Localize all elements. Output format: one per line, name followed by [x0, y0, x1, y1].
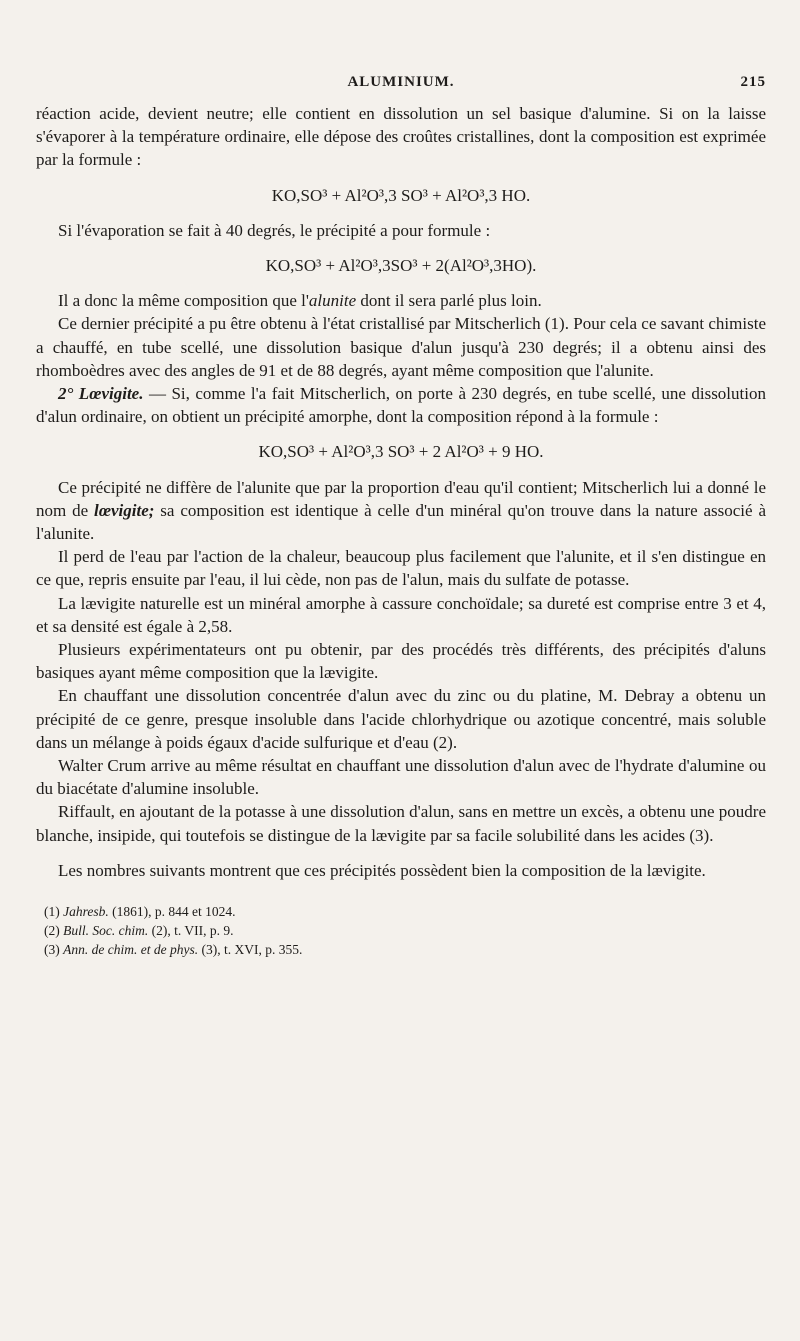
paragraph-5 — [36, 382, 766, 428]
formula-3: KO,SO³ + Al²O³,3 SO³ + 2 Al²O³ + 9 HO. — [258, 442, 544, 462]
paragraph-5-text: — Si, comme l'a fait Mitscherlich, on porte à 230 degrés, en tube scellé, une dissolution d'alun ordinaire, on obtient un précipité amorphe, dont la composition répond à la formule : — [36, 384, 766, 427]
footnote-2: (2) Bull. Soc. chim. (2), t. VII, p. 9. — [44, 923, 234, 939]
paragraph-3 — [36, 289, 766, 312]
paragraph-1: réaction acide, devient neutre; elle contient en dissolution un sel basique d'alumine. Si on la laisse s'évaporer à la température ordinaire, elle dépose des croûtes cristallines, dont la composition est exprimée par la formule : — [36, 104, 766, 170]
term-laevigite: lœvigite; — [94, 500, 155, 520]
paragraph-2: Si l'évaporation se fait à 40 degrés, le précipité a pour formule : — [58, 220, 491, 240]
paragraph-4: Ce dernier précipité a pu être obtenu à l'état cristallisé par Mitscherlich (1). Pour cela ce savant chimiste a chauffé, en tube scellé, une dissolution basique d'alun jusqu'à 230 degrés; il a obtenu ainsi des rhomboèdres avec des angles de 91 et de 88 degrés, ayant même composition que l'alunite. — [36, 314, 766, 380]
footnotes — [36, 902, 766, 959]
paragraph-8: La lævigite naturelle est un minéral amorphe à cassure conchoïdale; sa dureté est comprise entre 3 et 4, et sa densité est égale à 2,58. — [36, 593, 766, 636]
running-header — [36, 74, 766, 96]
paragraph-6-start: Ce précipité ne diffère de l'alunite que par la proportion d'eau qu'il contient; Mitscherlich lui a donné le nom de — [36, 477, 766, 520]
formula-1: KO,SO³ + Al²O³,3 SO³ + Al²O³,3 HO. — [271, 185, 531, 205]
paragraph-9: Plusieurs expérimentateurs ont pu obtenir, par des procédés très différents, des précipités d'aluns basiques ayant même composition que la lævigite. — [36, 640, 766, 683]
footnote-3: (3) Ann. de chim. et de phys. (3), t. XVI, p. 355. — [44, 942, 303, 958]
formula-2: KO,SO³ + Al²O³,3SO³ + 2(Al²O³,3HO). — [265, 256, 537, 276]
term-alunite: alunite — [308, 291, 357, 311]
paragraph-10: En chauffant une dissolution concentrée d'alun avec du zinc ou du platine, M. Debray a obtenu un précipité de ce genre, presque insoluble dans l'acide chlorhydrique ou azotique concentré, mais soluble dans un mélange à poids égaux d'acide sulfurique et d'eau (2). — [36, 686, 766, 752]
paragraph-7: Il perd de l'eau par l'action de la chaleur, beaucoup plus facilement que l'alunite, et il s'en distingue en ce que, repris ensuite par l'eau, il lui cède, non pas de l'alun, mais du sulfate de potasse. — [36, 547, 766, 590]
footnote-1: (1) Jahresb. (1861), p. 844 et 1024. — [44, 904, 236, 920]
paragraph-11: Walter Crum arrive au même résultat en chauffant une dissolution d'alun avec de l'hydrate d'alumine ou du biacétate d'alumine insoluble. — [36, 756, 766, 799]
page-number: 215 — [740, 74, 766, 90]
paragraph-3-end: dont il sera parlé plus loin. — [356, 291, 542, 311]
paragraph-6 — [36, 476, 766, 546]
text-body — [36, 102, 766, 959]
section-heading-laevigite: 2° Lœvigite. — [58, 384, 144, 404]
running-title: ALUMINIUM. — [347, 74, 455, 90]
paragraph-13: Les nombres suivants montrent que ces précipités possèdent bien la composition de la lævigite. — [58, 860, 706, 880]
paragraph-12: Riffault, en ajoutant de la potasse à une dissolution d'alun, sans en mettre un excès, a obtenu une poudre blanche, insipide, qui toutefois se distingue de la lævigite par sa facile solubilité dans les acides (3). — [36, 802, 766, 845]
paragraph-3-start: Il a donc la même composition que l' — [58, 291, 309, 311]
paragraph-6-end: sa composition est identique à celle d'un minéral qu'on trouve dans la nature associé à l'alunite. — [36, 500, 766, 544]
